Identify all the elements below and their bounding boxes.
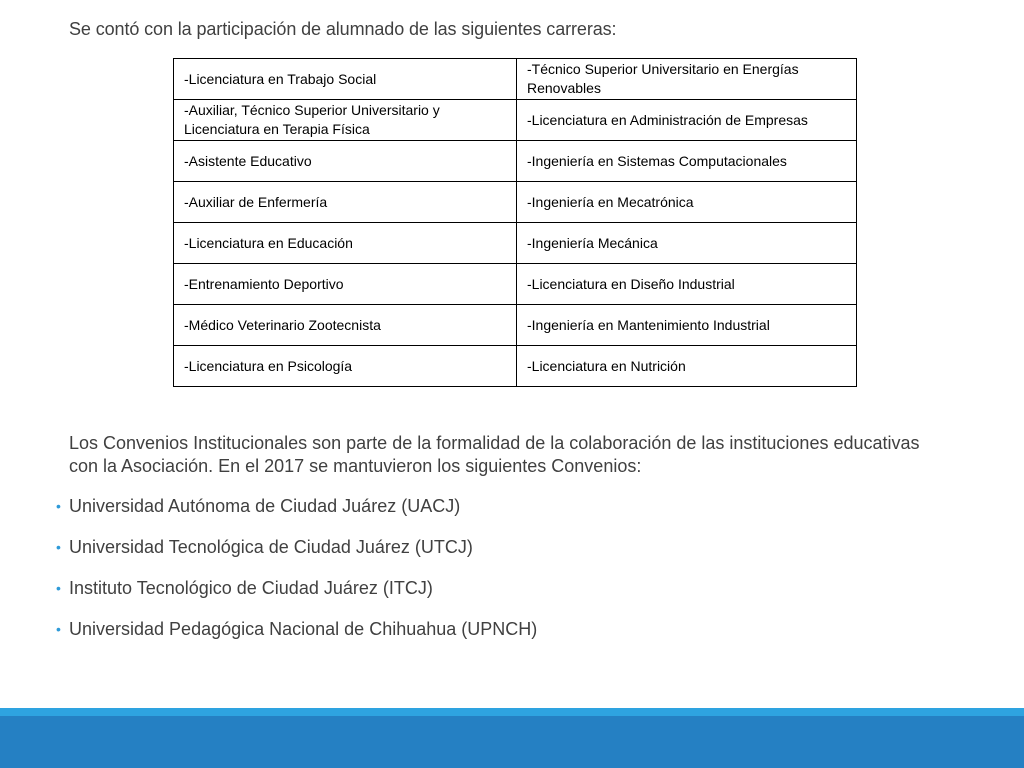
table-cell: -Ingeniería Mecánica	[517, 223, 857, 264]
table-cell: -Licenciatura en Psicología	[174, 346, 517, 387]
table-cell: -Ingeniería en Mantenimiento Industrial	[517, 305, 857, 346]
table-cell: -Licenciatura en Administración de Empresas	[517, 100, 857, 141]
list-item	[56, 535, 537, 576]
table-row	[174, 223, 857, 264]
table-row	[174, 100, 857, 141]
footer-band	[0, 716, 1024, 768]
table-row	[174, 346, 857, 387]
table-cell: -Ingeniería en Mecatrónica	[517, 182, 857, 223]
table-cell: -Licenciatura en Nutrición	[517, 346, 857, 387]
table-cell: -Auxiliar, Técnico Superior Universitario y Licenciatura en Terapia Física	[174, 100, 517, 141]
list-item-label: Universidad Pedagógica Nacional de Chihuahua (UPNCH)	[69, 619, 538, 639]
table-cell: -Auxiliar de Enfermería	[174, 182, 517, 223]
footer-strip	[0, 708, 1024, 716]
table-cell: -Médico Veterinario Zootecnista	[174, 305, 517, 346]
bullet-icon: •	[56, 498, 61, 514]
list-item-label: Universidad Autónoma de Ciudad Juárez (UACJ)	[69, 496, 461, 516]
table-row	[174, 59, 857, 100]
table-row	[174, 305, 857, 346]
table-cell: -Entrenamiento Deportivo	[174, 264, 517, 305]
careers-table	[173, 58, 857, 387]
bullet-icon: •	[56, 580, 61, 596]
bullet-icon: •	[56, 539, 61, 555]
table-cell: -Licenciatura en Educación	[174, 223, 517, 264]
intro-text: Se contó con la participación de alumnado de las siguientes carreras:	[69, 19, 617, 39]
table-row	[174, 264, 857, 305]
list-item	[56, 576, 537, 617]
table-cell: -Técnico Superior Universitario en Energías Renovables	[517, 59, 857, 100]
table-cell: -Ingeniería en Sistemas Computacionales	[517, 141, 857, 182]
table-row	[174, 141, 857, 182]
agreements-list	[56, 494, 537, 658]
list-item-label: Instituto Tecnológico de Ciudad Juárez (ITCJ)	[69, 578, 433, 598]
agreements-paragraph: Los Convenios Institucionales son parte de la formalidad de la colaboración de las instituciones educativas con la Asociación. En el 2017 se mantuvieron los siguientes Convenios:	[69, 433, 920, 476]
table-cell: -Licenciatura en Trabajo Social	[174, 59, 517, 100]
list-item-label: Universidad Tecnológica de Ciudad Juárez (UTCJ)	[69, 537, 473, 557]
table-cell: -Licenciatura en Diseño Industrial	[517, 264, 857, 305]
list-item	[56, 617, 537, 658]
bullet-icon: •	[56, 621, 61, 637]
table-cell: -Asistente Educativo	[174, 141, 517, 182]
table-row	[174, 182, 857, 223]
list-item	[56, 494, 537, 535]
